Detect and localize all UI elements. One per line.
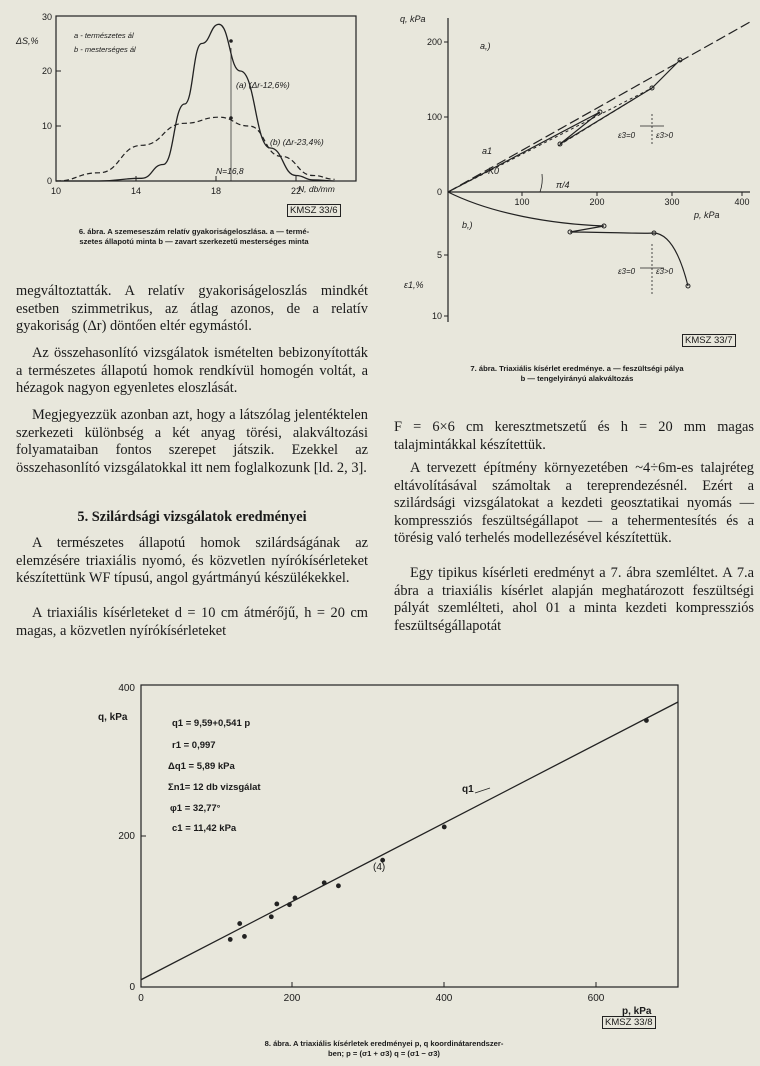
- fig6-label-b: (b) (Δr-23,4%): [270, 137, 324, 147]
- fig8-data-point: [644, 718, 649, 723]
- fig6-xtick-10: 10: [50, 186, 62, 196]
- fig7-ytick-0: 0: [436, 187, 442, 197]
- fig7-ytick-100: 100: [426, 112, 442, 122]
- fig6-peak-a: [229, 39, 233, 43]
- fig8-caption-line1: 8. ábra. A triaxiális kísérletek eredményei p, q koordinátarendszer-: [264, 1039, 504, 1048]
- left-paragraph-4: A természetes állapotú homok szilárdságának az elemzésére triaxiális nyomó, és közvetlen nyírókísérleteket készítettünk WF típusú, angol gyártmányú készülékekkel.: [16, 535, 368, 587]
- fig8-eq5: φ1 = 32,77°: [170, 803, 221, 814]
- fig6-ytick-10: 10: [41, 121, 52, 131]
- fig7-ylabel-top: q, kPa: [400, 14, 426, 24]
- fig8-kmsz-tag: KMSZ 33/8: [602, 1016, 656, 1029]
- fig8-data-point: [228, 937, 233, 942]
- fig8-caption: [194, 1039, 574, 1059]
- fig8-eq6: c1 = 11,42 kPa: [172, 823, 237, 834]
- fig8-xtick-200: 200: [283, 993, 301, 1004]
- fig8-eq1: q1 = 9,59+0,541 p: [172, 718, 251, 729]
- fig8-line-label: q1: [462, 784, 474, 795]
- fig8-data-point: [237, 921, 242, 926]
- fig7-eps-right-bottom: ε3>0: [656, 267, 674, 276]
- figure-6-plot: [8, 8, 378, 258]
- fig7-xtick-400: 400: [734, 197, 750, 207]
- fig8-data-point: [287, 902, 292, 907]
- fig6-legend-a: a - természetes ál: [74, 31, 134, 40]
- fig7-kmsz-tag: KMSZ 33/7: [682, 334, 736, 347]
- left-paragraph-5: A triaxiális kísérleteket d = 10 cm átmérőjű, h = 20 cm magas, a közvetlen nyírókísérleteket: [16, 605, 368, 639]
- fig7-eps-left-top: ε3=0: [618, 131, 636, 140]
- fig7-angle-arc: [540, 174, 542, 192]
- figure-8: [90, 670, 690, 1066]
- left-paragraph-3: Megjegyezzük azonban azt, hogy a látszólag jelentéktelen szerkezeti különbség a két anyag törési, alakváltozási folyamataiban fontos szerepet játszik. Ezekkel az összehasonlító vizsgálatokkal itt nem foglalkozunk [ld. 2, 3].: [16, 407, 368, 476]
- fig6-peak-b: [229, 116, 233, 120]
- fig6-label-a: (a) (Δr-12,6%): [236, 80, 290, 90]
- left-paragraph-2: Az összehasonlító vizsgálatok ismételten bebizonyították a természetes állapotú homok rendkívül homogén voltát, a hézagok nagyon egyenletes eloszlását.: [16, 345, 368, 397]
- fig7-label-b: b,): [462, 220, 473, 230]
- fig8-data-point: [322, 880, 327, 885]
- fig7-ytick-10: 10: [431, 311, 442, 321]
- fig7-label-a: a,): [480, 41, 491, 51]
- fig8-data-point: [269, 914, 274, 919]
- fig8-data-point: [242, 934, 247, 939]
- fig7-xtick-200: 200: [589, 197, 605, 207]
- fig6-n-label: N=16,8: [216, 166, 244, 176]
- fig7-strain-curve: [448, 192, 688, 286]
- fig6-caption: [22, 227, 366, 247]
- fig8-ytick-0: 0: [129, 982, 135, 993]
- fig7-eps-right-top: ε3>0: [656, 131, 674, 140]
- figure-7: [392, 4, 754, 404]
- fig8-xtick-600: 600: [587, 993, 605, 1004]
- fig7-xlabel: p, kPa: [694, 210, 720, 220]
- fig8-regression-line: [141, 702, 678, 980]
- section-heading: 5. Szilárdsági vizsgálatok eredményei: [77, 509, 307, 525]
- fig6-xtick-22: 22: [290, 186, 302, 196]
- fig6-ytick-0: 0: [46, 176, 52, 186]
- fig8-data-point: [442, 825, 447, 830]
- fig8-xtick-400: 400: [435, 993, 453, 1004]
- fig8-point-label: (4): [373, 862, 386, 873]
- fig7-ytick-5: 5: [436, 250, 442, 260]
- fig7-line-k-label: K0: [488, 166, 500, 176]
- fig8-xtick-0: 0: [138, 993, 144, 1004]
- right-paragraph-2: A tervezett építmény környezetében ~4÷6m-es talajréteg eltávolításával számoltak a tereprendezésnél. Ezért a szilárdsági vizsgálatokat a kezdeti geosztatikai nyomás — kompressziós feszültségállapot — a tehermentesítés és a törésig való terhelés modellezésével készítettük.: [394, 460, 754, 547]
- fig8-eq2: r1 = 0,997: [172, 740, 216, 751]
- fig7-ylabel-bottom: ε1,%: [404, 280, 424, 290]
- fig6-ylabel: ΔS,%: [16, 36, 39, 46]
- fig7-angle-label: π/4: [556, 180, 570, 190]
- fig6-caption-line2: szetes állapotú minta b — zavart szerkezetű mesterséges minta: [79, 237, 309, 246]
- figure-8-plot: [90, 670, 690, 1020]
- fig7-eps-left-bottom: ε3=0: [618, 267, 636, 276]
- fig7-caption-line2: b — tengelyirányú alakváltozás: [520, 374, 634, 383]
- fig7-line-a-label: a1: [482, 146, 493, 156]
- fig7-ytick-200: 200: [426, 37, 442, 47]
- fig8-ytick-400: 400: [118, 683, 135, 694]
- figure-7-plot: [392, 4, 754, 344]
- fig6-ytick-20: 20: [41, 66, 52, 76]
- fig7-xtick-100: 100: [514, 197, 530, 207]
- fig8-data-point: [274, 902, 279, 907]
- fig8-data-point: [293, 896, 298, 901]
- fig7-caption-line1: 7. ábra. Triaxiális kísérlet eredménye. a — feszültségi pálya: [470, 364, 684, 373]
- right-paragraph-3: Egy tipikus kísérleti eredményt a 7. ábra szemléltet. A 7.a ábra a triaxiális kísérlet alapján meghatározott feszültségi pályát szemlélteti, ahol 01 a minta kezdeti kompressziós feszültségállapotát: [394, 565, 754, 634]
- fig6-xtick-14: 14: [130, 186, 142, 196]
- fig6-xtick-18: 18: [210, 186, 222, 196]
- fig8-ytick-200: 200: [118, 831, 135, 842]
- fig6-curve-b: [56, 117, 335, 181]
- left-paragraph-1: megváltoztatták. A relatív gyakoriságeloszlás mindkét esetben szimmetrikus, az átlag azonos, de a relatív gyakoriság (Δr) döntően eltér egymástól.: [16, 283, 368, 335]
- fig8-eq3: Δq1 = 5,89 kPa: [168, 761, 235, 772]
- right-paragraph-1: F = 6×6 cm keresztmetszetű és h = 20 mm magas talajmintákkal készítettük.: [394, 419, 754, 453]
- fig8-caption-line2: ben; p = (σ1 + σ3) q = (σ1 − σ3): [328, 1049, 440, 1058]
- figure-6: [8, 8, 378, 258]
- fig6-caption-line1: 6. ábra. A szemeseszám relatív gyakoriságeloszlása. a — termé-: [78, 227, 310, 236]
- fig8-xlabel: p, kPa: [622, 1006, 652, 1017]
- fig6-legend-b: b - mesterséges ál: [74, 45, 136, 54]
- fig8-data-point: [336, 883, 341, 888]
- fig8-eq4: Σn1= 12 db vizsgálat: [168, 782, 261, 793]
- fig7-caption: [412, 364, 742, 384]
- fig6-kmsz-tag: KMSZ 33/6: [287, 204, 341, 217]
- fig6-ytick-30: 30: [41, 12, 52, 22]
- fig8-ylabel: q, kPa: [98, 712, 128, 723]
- fig7-xtick-300: 300: [664, 197, 680, 207]
- fig6-xlabel: N, db/mm: [298, 184, 335, 194]
